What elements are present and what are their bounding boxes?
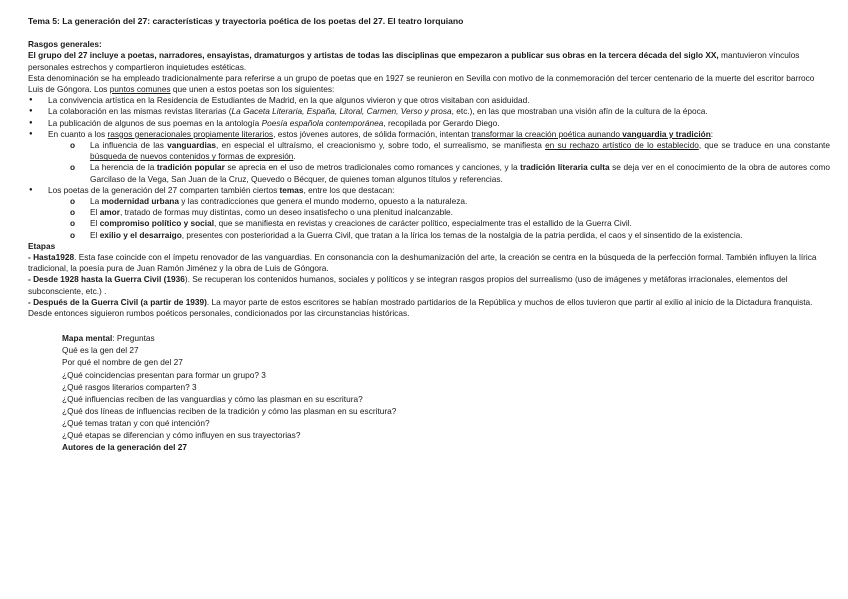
vanguardias-text-b: , en especial el ultraísmo, el creacionismo y, sobre todo, el surrealismo, se manifiesta: [216, 140, 546, 151]
etapa-1928-1936: [28, 274, 830, 296]
antologia-title: Poesía española contemporánea: [261, 117, 384, 128]
puntos-comunes-underlined: puntos comunes: [109, 84, 171, 95]
sub-item-compromiso: [28, 218, 830, 229]
compromiso-text-a: El: [90, 218, 100, 229]
intro-bold-text: El grupo del 27 incluye a poetas, narradores, ensayistas, dramaturgos y artistas de todas las disciplinas que empezaron a publicar sus obras en la tercera década del siglo XX,: [28, 50, 719, 61]
question-2: Por qué el nombre de gen del 27: [62, 357, 183, 368]
exilio-bold: exilio y el desarraigo: [99, 229, 182, 240]
question-9: Autores de la generación del 27: [62, 442, 187, 453]
nuevos-contenidos-underlined: nuevos contenidos y formas de expresión: [140, 151, 294, 162]
revistas-text-a: La colaboración en las mismas revistas literarias (: [48, 106, 232, 117]
mapa-label-rest: : Preguntas: [112, 333, 155, 344]
vanguardias-text-e: .: [293, 151, 296, 162]
question-7: ¿Qué temas tratan y con qué intención?: [62, 417, 210, 428]
tradicion-text-a: La herencia de la: [90, 162, 157, 173]
vanguardias-bold: vanguardias: [167, 140, 217, 151]
rasgos-underlined: rasgos generacionales propiamente literarios: [107, 128, 274, 139]
revistas-titles: La Gaceta Literaria, España, Litoral, Carmen, Verso y prosa: [231, 106, 452, 117]
rasgos-text-c: :: [710, 128, 714, 139]
question-3: ¿Qué coincidencias presentan para formar un grupo? 3: [62, 369, 266, 380]
sub-item-modernidad: [28, 196, 830, 207]
tradicion-culta-bold: tradición literaria culta: [520, 162, 610, 173]
bullet-item-revistas: [28, 106, 830, 117]
intro-paragraph-1: [28, 50, 830, 72]
amor-bold: amor: [99, 207, 120, 218]
transformar-underlined: transformar la creación poética aunando: [471, 128, 623, 139]
bullet-item-residencia: ● La convivencia artística en la Residencia de Estudiantes de Madrid, en la que algunos vivieron y que otros visitaban con asiduidad.: [28, 95, 830, 106]
sub-item-exilio: [28, 230, 830, 241]
rasgos-text-b: , estos jóvenes autores, de sólida formación, intentan: [273, 128, 472, 139]
temas-text-b: , entre los que destacan:: [303, 184, 395, 195]
revistas-text-b: , etc.), en las que mostraban una visión afín de la cultura de la época.: [451, 106, 708, 117]
section-heading-rasgos: Rasgos generales:: [28, 39, 102, 50]
etapa-hasta-1928: [28, 252, 830, 274]
bullet-item-antologia: [28, 118, 830, 129]
antologia-text-b: , recopilada por Gerardo Diego.: [383, 117, 500, 128]
amor-text-b: , tratado de formas muy distintas, como un deseo insatisfecho o una plenitud inalcanzable.: [119, 207, 453, 218]
rasgos-text-a: En cuanto a los: [48, 128, 108, 139]
exilio-text-b: , presentes con posterioridad a la Guerra Civil, que tratan a la lírica los temas de la nostalgia de la patria perdida, el caos y el sinsentido de la existencia.: [181, 229, 743, 240]
etapa3-label: - Después de la Guerra Civil (a partir de 1939): [28, 296, 207, 307]
amor-text-a: El: [90, 207, 100, 218]
modernidad-bold: modernidad urbana: [101, 196, 179, 207]
document-title: Tema 5: La generación del 27: características y trayectoria poética de los poetas del 27. El teatro lorquiano: [28, 16, 464, 26]
sub-item-amor: [28, 207, 830, 218]
question-6: ¿Qué dos líneas de influencias reciben de la tradición y cómo las plasman en su escritura?: [62, 405, 397, 416]
tradicion-text-c: se deja ver en el conocimiento de la obra de autores como Garcilaso de la Vega, San Juan de la Cruz, Quevedo o Bécquer, de quienes toman algunos títulos y referencias.: [90, 162, 831, 184]
exilio-text-a: El: [90, 229, 100, 240]
mapa-mental-block: [28, 332, 830, 453]
section-heading-etapas: Etapas: [28, 240, 56, 251]
antologia-text-a: La publicación de algunos de sus poemas en la antología: [48, 117, 262, 128]
vanguardias-text-c: , que se traduce en una constante: [698, 140, 830, 151]
tradicion-text-b: se aprecia en el uso de metros tradicionales como romances y canciones, y la: [224, 162, 521, 173]
intro2-text-a: Esta denominación se ha empleado tradicionalmente para referirse a un grupo de poetas que en 1927 se reunieron en Sevilla con motivo de la conmemoración del tercer centenario de la muerte del escritor barroco Luis de Góngora. Los: [28, 72, 815, 95]
etapa2-label-close: ): [184, 274, 188, 285]
etapa2-label: - Desde 1928 hasta la Guerra Civil (1936: [28, 274, 185, 285]
temas-text-a: Los poetas de la generación del 27 comparten también ciertos: [48, 184, 280, 195]
mapa-mental-label: [62, 332, 830, 344]
etapa2-text: . Se recuperan los contenidos humanos, sociales y políticos y se integran rasgos propios del surrealismo (uso de imágenes y metáforas irracionales, elementos del subconsciente, etc.) .: [28, 274, 788, 296]
compromiso-text-b: , que se manifiesta en revistas y creaciones de carácter político, especialmente tras el estallido de la Guerra Civil.: [214, 218, 632, 229]
question-5: ¿Qué influencias reciben de las vanguardias y cómo las plasman en su escritura?: [62, 393, 363, 404]
vanguardias-text-a: La influencia de las: [90, 140, 168, 151]
vanguardia-tradicion-underlined: vanguardia y tradición: [622, 128, 711, 139]
question-8: ¿Qué etapas se diferencian y cómo influyen en sus trayectorias?: [62, 430, 301, 441]
question-4: ¿Qué rasgos literarios comparten? 3: [62, 381, 197, 392]
bullet-item-temas: [28, 185, 830, 196]
rechazo-underlined: en su rechazo artístico de lo establecido: [545, 140, 699, 151]
temas-bold: temas: [279, 184, 304, 195]
etapa3-text: . La mayor parte de estos escritores se habían mostrado partidarios de la República y muchos de ellos tuvieron que partir al exilio al inicio de la Dictadura franquista. Desde entonces siguieron rumbos poéticos personales, condicionados por las circunstancias históricas.: [28, 296, 813, 319]
intro-paragraph-2: [28, 73, 830, 95]
compromiso-bold: compromiso político y social: [99, 218, 215, 229]
intro-text: mantuvieron vínculos personales estrechos y compartieron inquietudes estéticas.: [28, 50, 800, 72]
intro2-text-b: que unen a estos poetas son los siguientes:: [170, 84, 335, 95]
sub-item-tradicion: [28, 162, 830, 184]
sub-item-vanguardias: [28, 140, 830, 162]
mapa-label-bold: Mapa mental: [62, 333, 113, 344]
tradicion-popular-bold: tradición popular: [156, 162, 225, 173]
modernidad-text-b: y las contradicciones que genera el mundo moderno, opuesto a la naturaleza.: [179, 196, 468, 207]
busqueda-underlined: búsqueda de: [90, 151, 138, 162]
etapa1-text: . Esta fase coincide con el ímpetu renovador de las vanguardias. En consonancia con la deshumanización del arte, la creación se centra en la búsqueda de la perfección formal. También influyen la lírica tradicional, la poesía pura de Juan Ramón Jiménez y la obra de Luis de Góngora.: [28, 252, 817, 274]
etapa-despues-guerra: [28, 297, 830, 319]
bullet-item-rasgos-literarios: [28, 129, 830, 140]
modernidad-text-a: La: [90, 196, 102, 207]
etapa1-label: - Hasta1928: [28, 252, 75, 263]
question-1: Qué es la gen del 27: [62, 345, 139, 356]
